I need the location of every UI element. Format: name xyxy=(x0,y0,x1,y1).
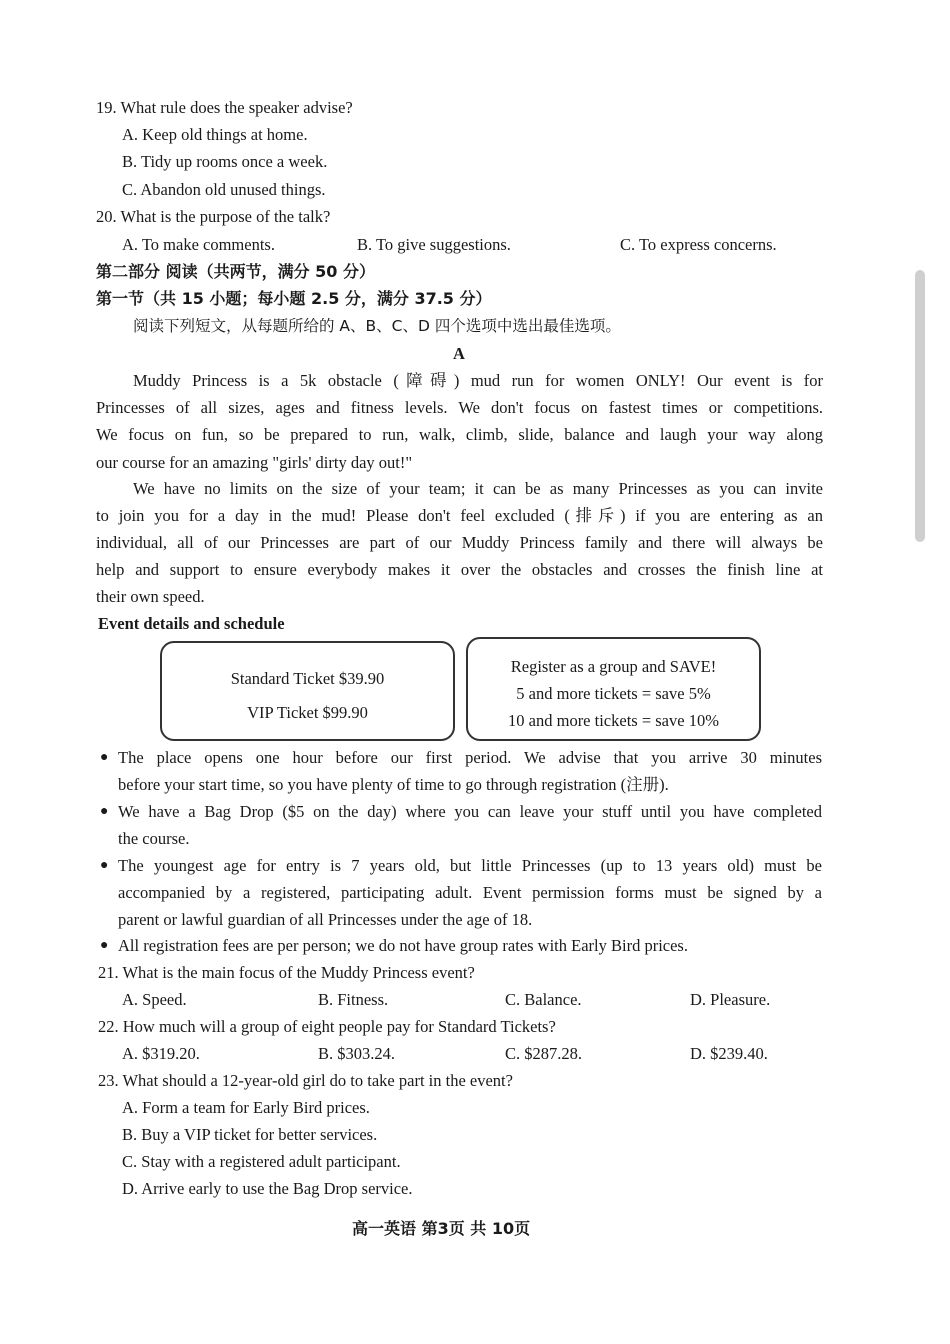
para2-line2: to join you for a day in the mud! Please don't feel excluded (排斥) if you are entering as an xyxy=(96,506,823,525)
bullet3-line3: parent or lawful guardian of all Princesses under the age of 18. xyxy=(118,910,533,929)
q19-option-b: B. Tidy up rooms once a week. xyxy=(122,152,328,171)
q23-option-a: A. Form a team for Early Bird prices. xyxy=(122,1098,370,1117)
bullet-icon: ● xyxy=(100,750,109,765)
para1-line1: Muddy Princess is a 5k obstacle (障碍) mud run for women ONLY! Our event is for xyxy=(133,371,823,390)
scrollbar-thumb[interactable] xyxy=(915,270,925,542)
part2-title: 第二部分 阅读（共两节，满分 50 分） xyxy=(96,262,375,281)
q19-option-a: A. Keep old things at home. xyxy=(122,125,308,144)
question-19: 19. What rule does the speaker advise? xyxy=(96,98,353,117)
q22-option-b: B. $303.24. xyxy=(318,1044,396,1063)
q20-option-b: B. To give suggestions. xyxy=(357,235,511,254)
bullet-icon: ● xyxy=(100,858,109,873)
bullet2-line1: We have a Bag Drop ($5 on the day) where you can leave your stuff until you have completed xyxy=(118,802,822,821)
section1-title: 第一节（共 15 小题；每小题 2.5 分，满分 37.5 分） xyxy=(96,289,492,308)
question-23: 23. What should a 12-year-old girl do to take part in the event? xyxy=(98,1071,513,1090)
q22-option-c: C. $287.28. xyxy=(505,1044,583,1063)
page-footer: 高一英语 第3页 共 10页 xyxy=(352,1219,531,1238)
q23-option-d: D. Arrive early to use the Bag Drop service. xyxy=(122,1179,413,1198)
bullet3-line1: The youngest age for entry is 7 years old, but little Princesses (up to 13 years old) must be xyxy=(118,856,822,875)
q21-option-a: A. Speed. xyxy=(122,990,187,1009)
instructions: 阅读下列短文，从每题所给的 A、B、C、D 四个选项中选出最佳选项。 xyxy=(133,317,621,335)
q21-option-d: D. Pleasure. xyxy=(690,990,771,1009)
para1-line4: our course for an amazing "girls' dirty day out!" xyxy=(96,453,413,472)
bullet1-line1: The place opens one hour before our first period. We advise that you arrive 30 minutes xyxy=(118,748,822,767)
q23-option-c: C. Stay with a registered adult participant. xyxy=(122,1152,401,1171)
bullet-icon: ● xyxy=(100,804,109,819)
q21-option-c: C. Balance. xyxy=(505,990,582,1009)
para2-line1: We have no limits on the size of your team; it can be as many Princesses as you can invite xyxy=(133,479,823,498)
group-discount-heading: Register as a group and SAVE! xyxy=(510,657,717,676)
q22-option-d: D. $239.40. xyxy=(690,1044,768,1063)
bullet4-line1: All registration fees are per person; we do not have group rates with Early Bird prices. xyxy=(118,936,688,955)
para2-line3: individual, all of our Princesses are part of our Muddy Princess family and there will always be xyxy=(96,533,823,552)
q22-option-a: A. $319.20. xyxy=(122,1044,200,1063)
para1-line2: Princesses of all sizes, ages and fitness levels. We don't focus on fastest times or competitions. xyxy=(96,398,823,417)
standard-ticket-price: Standard Ticket $39.90 xyxy=(230,669,385,688)
question-21: 21. What is the main focus of the Muddy Princess event? xyxy=(98,963,475,982)
para2-line4: help and support to ensure everybody makes it over the obstacles and crosses the finish line at xyxy=(96,560,823,579)
group-discount-5: 5 and more tickets = save 5% xyxy=(516,684,711,703)
passage-label: A xyxy=(453,344,465,363)
event-heading: Event details and schedule xyxy=(98,614,285,633)
vip-ticket-price: VIP Ticket $99.90 xyxy=(247,703,368,722)
bullet1-line2: before your start time, so you have plenty of time to go through registration (注册). xyxy=(118,775,669,794)
ticket-prices-box xyxy=(160,641,455,741)
question-20: 20. What is the purpose of the talk? xyxy=(96,207,331,226)
q19-option-c: C. Abandon old unused things. xyxy=(122,180,326,199)
group-discount-box xyxy=(466,637,761,741)
q21-option-b: B. Fitness. xyxy=(318,990,389,1009)
q23-option-b: B. Buy a VIP ticket for better services. xyxy=(122,1125,378,1144)
q20-option-a: A. To make comments. xyxy=(122,235,275,254)
para2-line5: their own speed. xyxy=(96,587,205,606)
group-discount-10: 10 and more tickets = save 10% xyxy=(508,711,719,730)
para1-line3: We focus on fun, so be prepared to run, walk, climb, slide, balance and laugh your way along xyxy=(96,425,823,444)
bullet3-line2: accompanied by a registered, participating adult. Event permission forms must be signed by a xyxy=(118,883,822,902)
question-22: 22. How much will a group of eight people pay for Standard Tickets? xyxy=(98,1017,556,1036)
bullet-icon: ● xyxy=(100,938,109,953)
bullet2-line2: the course. xyxy=(118,829,190,848)
q20-option-c: C. To express concerns. xyxy=(620,235,777,254)
